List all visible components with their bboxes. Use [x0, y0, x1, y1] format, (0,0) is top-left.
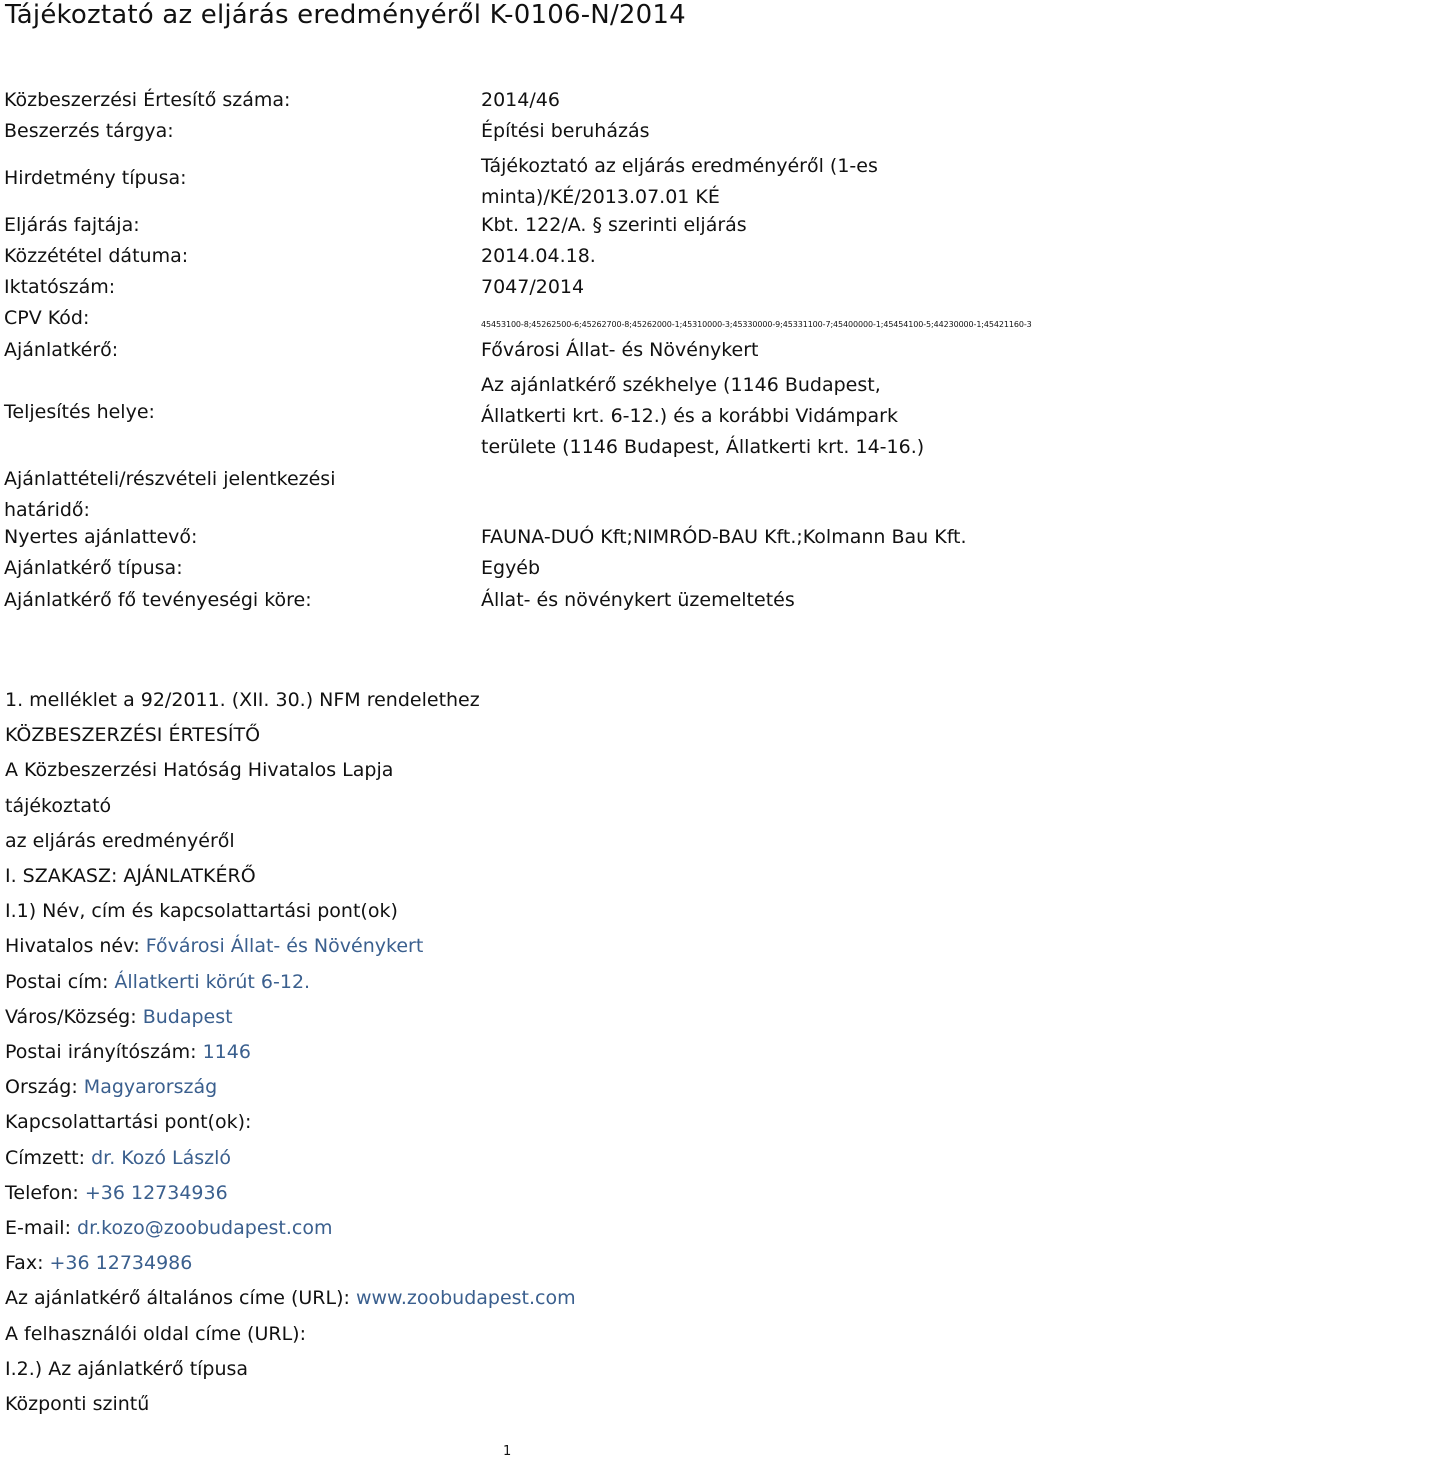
announcement-line-label: tájékoztató [5, 794, 112, 817]
announcement-line [5, 1147, 231, 1169]
summary-label: Ajánlatkérő fő tevényeségi köre: [4, 589, 312, 611]
announcement-line [5, 795, 111, 817]
announcement-line-value: dr.kozo@zoobudapest.com [77, 1217, 333, 1239]
announcement-line [5, 759, 393, 781]
announcement-line-label: Telefon: [5, 1181, 85, 1204]
announcement-line-value: dr. Kozó László [91, 1146, 232, 1169]
summary-value: Kbt. 122/A. § szerinti eljárás [481, 214, 747, 236]
announcement-line-value: Állatkerti körút 6-12. [114, 970, 311, 993]
summary-label: Ajánlatkérő: [4, 339, 119, 361]
announcement-line-label: E-mail: [5, 1217, 78, 1239]
announcement-line-value: +36 12734986 [49, 1252, 193, 1275]
page-number: 1 [503, 1444, 512, 1459]
announcement-line-label: Központi szintű [5, 1393, 150, 1415]
announcement-line [5, 689, 480, 711]
summary-label: CPV Kód: [4, 307, 90, 329]
announcement-line [5, 724, 260, 746]
announcement-line-label: Ország: [5, 1076, 84, 1099]
announcement-line-label: Város/Község: [5, 1005, 143, 1028]
summary-value: FAUNA-DUÓ Kft;NIMRÓD-BAU Kft.;Kolmann Bau Kft. [481, 526, 967, 548]
announcement-line-value: Magyarország [83, 1076, 218, 1099]
announcement-line-label: Címzett: [5, 1146, 92, 1169]
announcement-line-value: +36 12734936 [84, 1181, 228, 1204]
announcement-line [5, 1323, 306, 1345]
announcement-line-value: 1146 [202, 1041, 251, 1063]
summary-label: Ajánlatkérő típusa: [4, 557, 183, 579]
announcement-line-label: I.1) Név, cím és kapcsolattartási pont(ok) [5, 900, 398, 923]
announcement-line [5, 865, 256, 887]
page-title: Tájékoztató az eljárás eredményéről K-0106-N/2014 [5, 0, 686, 30]
announcement-line [5, 1111, 251, 1133]
announcement-line [5, 971, 310, 993]
announcement-line-label: Fax: [5, 1252, 50, 1275]
summary-label: Iktatószám: [4, 276, 116, 298]
announcement-line-label: Postai irányítószám: [5, 1041, 203, 1063]
summary-value: 7047/2014 [481, 276, 585, 298]
announcement-line-label: Kapcsolattartási pont(ok): [5, 1111, 252, 1134]
summary-value: Állat- és növénykert üzemeltetés [481, 589, 795, 611]
announcement-line [5, 1041, 251, 1063]
summary-label: Teljesítés helye: [4, 401, 155, 423]
cpv-code-list: 45453100-8;45262500-6;45262700-8;45262000-1;45310000-3;45330000-9;45331100-7;45400000-1;45454100-5;44230000-1;45421160-3 [481, 320, 1032, 329]
announcement-line [5, 1393, 149, 1415]
announcement-line-value: www.zoobudapest.com [355, 1287, 576, 1310]
summary-label: Hirdetmény típusa: [4, 167, 187, 189]
announcement-line-label: I.2.) Az ajánlatkérő típusa [5, 1357, 249, 1380]
announcement-line-label: Az ajánlatkérő általános címe (URL): [5, 1287, 356, 1310]
announcement-line [5, 1006, 233, 1028]
summary-label: Eljárás fajtája: [4, 214, 140, 236]
summary-value: 2014/46 [481, 89, 560, 111]
announcement-line [5, 935, 423, 957]
summary-label: Közbeszerzési Értesítő száma: [4, 89, 291, 111]
announcement-line-label: az eljárás eredményéről [5, 829, 235, 852]
summary-value: Az ajánlatkérő székhelye (1146 Budapest, Állatkerti krt. 6-12.) és a korábbi Vidámpark területe (1146 Budapest, Állatkerti krt. 14-16.) [481, 374, 925, 458]
summary-label: Beszerzés tárgya: [4, 120, 174, 142]
summary-value: Építési beruházás [481, 120, 650, 142]
announcement-line [5, 830, 235, 852]
announcement-line-label: KÖZBESZERZÉSI ÉRTESÍTŐ [5, 724, 261, 747]
announcement-line-value: Budapest [142, 1005, 233, 1028]
announcement-line-label: Hivatalos név: [5, 935, 146, 958]
announcement-line-label: A felhasználói oldal címe (URL): [5, 1322, 306, 1345]
summary-value: 2014.04.18. [481, 245, 596, 267]
announcement-line-value: Fővárosi Állat- és Növénykert [145, 935, 424, 958]
announcement-line-label: I. SZAKASZ: AJÁNLATKÉRŐ [5, 865, 256, 887]
announcement-line [5, 1287, 576, 1309]
summary-label: Közzététel dátuma: [4, 245, 189, 267]
announcement-line [5, 1358, 248, 1380]
summary-value: Tájékoztató az eljárás eredményéről (1-es minta)/KÉ/2013.07.01 KÉ [481, 155, 878, 208]
announcement-line [5, 1076, 217, 1098]
summary-value: Egyéb [481, 557, 541, 579]
announcement-line [5, 1252, 192, 1274]
announcement-line [5, 900, 398, 922]
summary-label: Ajánlattételi/részvételi jelentkezési határidő: [4, 468, 336, 521]
announcement-line-label: A Közbeszerzési Hatóság Hivatalos Lapja [5, 759, 394, 782]
announcement-line-label: 1. melléklet a 92/2011. (XII. 30.) NFM rendelethez [5, 689, 480, 711]
announcement-line [5, 1182, 228, 1204]
announcement-line-label: Postai cím: [5, 970, 115, 993]
summary-value: Fővárosi Állat- és Növénykert [481, 339, 759, 361]
summary-label: Nyertes ajánlattevő: [4, 526, 198, 548]
announcement-line [5, 1217, 332, 1239]
